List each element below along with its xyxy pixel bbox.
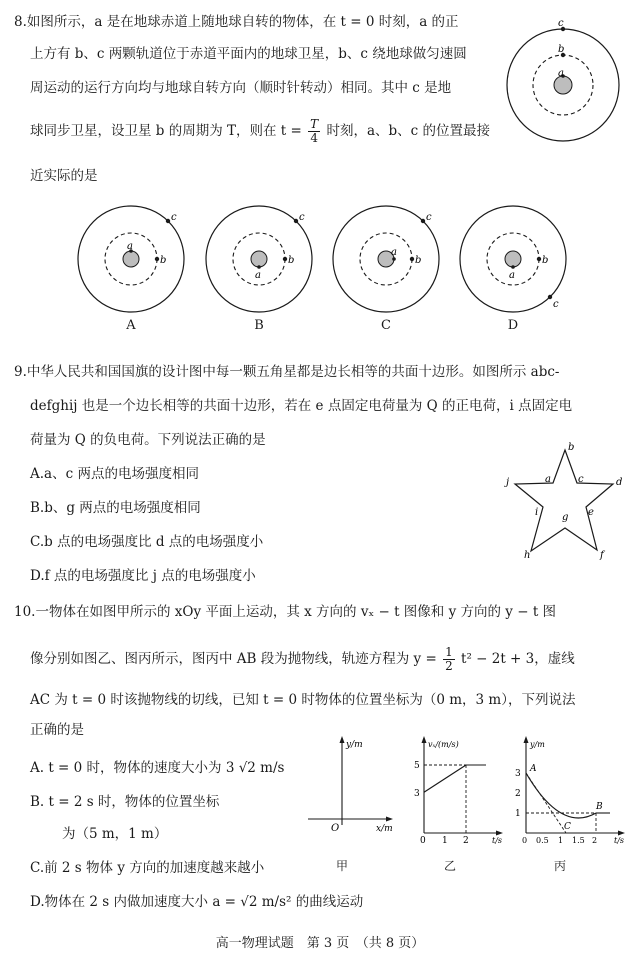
svg-text:O: O: [331, 823, 340, 834]
q9-star-diagram: [500, 440, 630, 565]
svg-text:3: 3: [515, 769, 521, 779]
q10-caption-bing: 丙: [553, 859, 566, 873]
svg-text:b: b: [542, 255, 549, 266]
q10-option-c[interactable]: C.前 2 s 物体 y 方向的加速度越来越小: [30, 860, 265, 876]
svg-text:1: 1: [558, 836, 564, 845]
q9-option-c[interactable]: C.b 点的电场强度比 d 点的电场强度小: [30, 534, 264, 550]
q8-option-b-label[interactable]: B: [254, 318, 264, 333]
ref-label-c: c: [558, 18, 564, 29]
q10-line2a: 像分别如图乙、图丙所示，图丙中 AB 段为抛物线，轨迹方程为 y =: [30, 651, 437, 667]
q8-option-a-diagram[interactable]: [75, 203, 187, 315]
svg-text:C: C: [564, 822, 571, 832]
q8-option-c-label[interactable]: C: [381, 318, 391, 333]
svg-text:b: b: [160, 255, 167, 266]
yi-vx-line: [424, 765, 466, 792]
svg-text:c: c: [171, 212, 177, 223]
svg-text:c: c: [553, 299, 559, 310]
svg-text:B: B: [596, 802, 603, 812]
svg-text:0.5: 0.5: [536, 836, 549, 845]
q10-line2b: t² − 2t + 3，虚线: [461, 651, 575, 667]
q10-option-a[interactable]: A. t = 0 时，物体的速度大小为 3 √2 m/s: [30, 760, 285, 776]
svg-text:y/m: y/m: [530, 740, 545, 749]
q8-line3: 周运动的运行方向均与地球自转方向（顺时针转动）相同。其中 c 是地: [30, 80, 452, 96]
bing-parabola: [526, 773, 596, 818]
q10-line4: 正确的是: [30, 722, 84, 738]
q8-option-d-label[interactable]: D: [507, 318, 519, 333]
q8-option-c-diagram[interactable]: [330, 203, 442, 315]
svg-text:j: j: [506, 477, 510, 488]
svg-text:a: a: [509, 270, 515, 281]
svg-text:2: 2: [515, 789, 521, 799]
q10-line2: [30, 646, 575, 673]
q8-fraction: $\frac{T}{4}$: [310, 117, 319, 145]
q9-option-b[interactable]: B.b、g 两点的电场强度相同: [30, 500, 201, 516]
ref-label-b: b: [558, 44, 565, 55]
svg-text:b: b: [568, 442, 575, 453]
q8-option-b-diagram[interactable]: [203, 203, 315, 315]
q10-caption-yi: 乙: [443, 859, 456, 873]
svg-text:b: b: [415, 255, 422, 266]
svg-text:c: c: [578, 474, 584, 485]
svg-text:x/m: x/m: [376, 824, 393, 834]
svg-text:1: 1: [515, 809, 521, 819]
ref-label-a: a: [558, 68, 564, 79]
svg-text:t/s: t/s: [614, 836, 625, 845]
svg-text:c: c: [426, 212, 432, 223]
q9-option-a[interactable]: A.a、c 两点的电场强度相同: [30, 466, 199, 482]
svg-text:a: a: [127, 241, 133, 252]
q9-option-d[interactable]: D.f 点的电场强度比 j 点的电场强度小: [30, 568, 256, 584]
q9-line2: defghij 也是一个边长相等的共面十边形，若在 e 点固定电荷量为 Q 的正电荷，i 点固定电: [30, 398, 573, 414]
svg-text:2: 2: [463, 836, 469, 846]
svg-text:vₓ/(m/s): vₓ/(m/s): [428, 740, 459, 749]
q10-option-b1[interactable]: B. t = 2 s 时，物体的位置坐标: [30, 794, 220, 810]
svg-text:g: g: [562, 512, 569, 523]
q10-caption-jia: 甲: [335, 859, 348, 873]
svg-text:0: 0: [420, 836, 426, 846]
q8-line5: 近实际的是: [30, 168, 98, 184]
q8-option-a-label[interactable]: A: [126, 318, 136, 333]
q10-option-d[interactable]: D.物体在 2 s 内做加速度大小 a = √2 m/s² 的曲线运动: [30, 894, 364, 910]
svg-text:c: c: [299, 212, 305, 223]
q8-reference-diagram: [500, 12, 630, 142]
svg-text:3: 3: [414, 789, 420, 799]
q10-figure-jia: [300, 735, 400, 835]
q8-line1: 8.如图所示，a 是在地球赤道上随地球自转的物体，在 t = 0 时刻，a 的正: [14, 14, 459, 30]
q8-line4: [30, 118, 490, 145]
q10-fraction: $\frac{1}{2}$: [445, 645, 453, 673]
q10-figure-yi: [410, 735, 510, 845]
svg-text:y/m: y/m: [346, 740, 363, 750]
svg-text:d: d: [616, 477, 623, 488]
svg-text:t/s: t/s: [492, 836, 503, 845]
svg-text:a: a: [545, 474, 551, 485]
q10-line3: AC 为 t = 0 时该抛物线的切线，已知 t = 0 时物体的位置坐标为（0 m，3 m），下列说法: [30, 692, 576, 708]
svg-text:A: A: [530, 764, 537, 774]
q9-line3: 荷量为 Q 的负电荷。下列说法正确的是: [30, 432, 266, 448]
page-footer: 高一物理试题 第 3 页 （共 8 页）: [215, 936, 425, 951]
svg-text:i: i: [535, 507, 539, 518]
q10-line1: 10.一物体在如图甲所示的 xOy 平面上运动，其 x 方向的 vₓ − t 图像和 y 方向的 y − t 图: [14, 604, 557, 620]
q8-option-d-diagram[interactable]: [457, 203, 569, 315]
svg-text:e: e: [588, 507, 594, 518]
q8-line4b: 时刻，a、b、c 的位置最接: [326, 123, 490, 139]
svg-text:1.5: 1.5: [572, 836, 585, 845]
svg-text:a: a: [255, 270, 261, 281]
q8-line2: 上方有 b、c 两颗轨道位于赤道平面内的地球卫星，b、c 绕地球做匀速圆: [30, 46, 467, 62]
svg-text:1: 1: [442, 836, 448, 846]
svg-text:0: 0: [522, 836, 528, 845]
q10-option-b2[interactable]: 为（5 m，1 m）: [62, 826, 168, 842]
svg-text:2: 2: [592, 836, 598, 845]
q10-figure-bing: [510, 735, 630, 845]
q8-line4a: 球同步卫星，设卫星 b 的周期为 T，则在 t =: [30, 123, 302, 139]
svg-text:f: f: [600, 550, 604, 561]
q9-line1: 9.中华人民共和国国旗的设计图中每一颗五角星都是边长相等的共面十边形。如图所示 abc-: [14, 364, 560, 380]
svg-text:h: h: [524, 550, 531, 561]
svg-text:5: 5: [414, 761, 420, 771]
svg-text:a: a: [391, 247, 397, 258]
svg-text:b: b: [288, 255, 295, 266]
